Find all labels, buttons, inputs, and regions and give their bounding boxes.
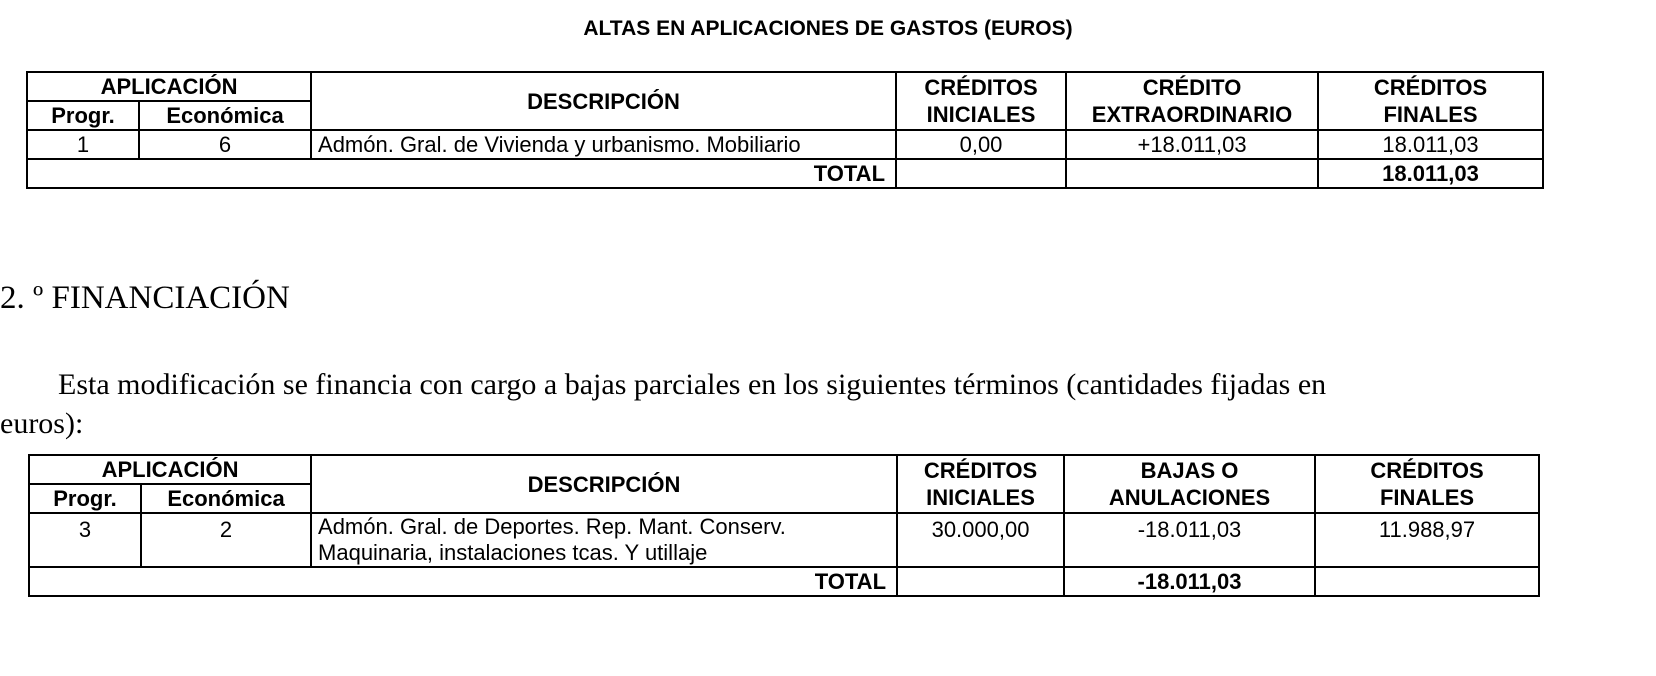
header-aplicacion: APLICACIÓN (29, 455, 311, 484)
header-descripcion: DESCRIPCIÓN (311, 455, 897, 513)
header-creditos-finales: CRÉDITOS FINALES (1318, 72, 1543, 130)
total-credito-extraordinario (1066, 159, 1318, 188)
header-progr: Progr. (27, 101, 139, 130)
table-row (27, 130, 1543, 159)
header-economica: Económica (141, 484, 311, 513)
header-aplicacion: APLICACIÓN (27, 72, 311, 101)
cell-credito-extraordinario: +18.011,03 (1066, 130, 1318, 159)
paragraph-line-1: Esta modificación se financia con cargo a bajas parciales en los siguientes términos (cantidades fijadas en (58, 368, 1327, 401)
bajas-table (28, 454, 1540, 597)
header-creditos-finales: CRÉDITOS FINALES (1315, 455, 1539, 513)
cell-descripcion: Admón. Gral. de Deportes. Rep. Mant. Conserv. Maquinaria, instalaciones tcas. Y utillaje (311, 513, 897, 567)
cell-progr: 1 (27, 130, 139, 159)
header-descripcion: DESCRIPCIÓN (311, 72, 896, 130)
total-bajas-anulaciones: -18.011,03 (1064, 567, 1315, 596)
cell-creditos-iniciales: 0,00 (896, 130, 1066, 159)
total-creditos-finales (1315, 567, 1539, 596)
altas-table (26, 71, 1544, 189)
total-creditos-iniciales (896, 159, 1066, 188)
header-bajas-anulaciones: BAJAS O ANULACIONES (1064, 455, 1315, 513)
paragraph-line-2: euros): (0, 407, 84, 440)
table1-title: ALTAS EN APLICACIONES DE GASTOS (EUROS) (583, 17, 1073, 40)
cell-bajas-anulaciones: -18.011,03 (1064, 513, 1315, 567)
table-row (29, 513, 1539, 567)
cell-creditos-finales: 18.011,03 (1318, 130, 1543, 159)
cell-creditos-iniciales: 30.000,00 (897, 513, 1064, 567)
header-credito-extraordinario: CRÉDITO EXTRAORDINARIO (1066, 72, 1318, 130)
cell-economica: 6 (139, 130, 311, 159)
header-creditos-iniciales: CRÉDITOS INICIALES (897, 455, 1064, 513)
header-economica: Económica (139, 101, 311, 130)
section-heading: 2. º FINANCIACIÓN (0, 280, 290, 316)
total-label: TOTAL (27, 159, 896, 188)
cell-economica: 2 (141, 513, 311, 567)
cell-progr: 3 (29, 513, 141, 567)
header-progr: Progr. (29, 484, 141, 513)
total-creditos-finales: 18.011,03 (1318, 159, 1543, 188)
total-row (27, 159, 1543, 188)
header-creditos-iniciales: CRÉDITOS INICIALES (896, 72, 1066, 130)
cell-descripcion: Admón. Gral. de Vivienda y urbanismo. Mobiliario (311, 130, 896, 159)
total-label: TOTAL (29, 567, 897, 596)
section-paragraph (0, 365, 1656, 443)
total-creditos-iniciales (897, 567, 1064, 596)
cell-creditos-finales: 11.988,97 (1315, 513, 1539, 567)
total-row (29, 567, 1539, 596)
